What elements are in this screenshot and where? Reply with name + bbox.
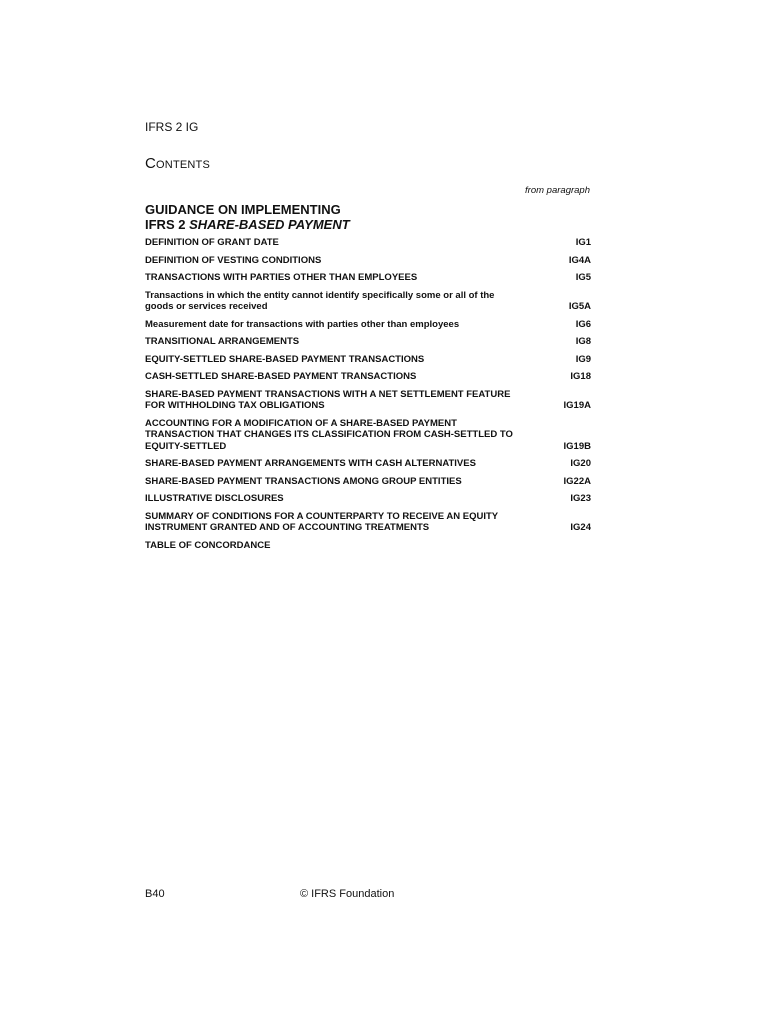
toc-entry-title: SHARE-BASED PAYMENT TRANSACTIONS WITH A NET SETTLEMENT FEATURE FOR WITHHOLDING TAX OBLIGATIONS <box>145 388 511 411</box>
toc-entry-title: DEFINITION OF VESTING CONDITIONS <box>145 254 322 266</box>
toc-entry[interactable] <box>145 319 591 331</box>
toc-entry[interactable] <box>145 418 591 453</box>
toc-entry-ref: IG18 <box>570 371 591 382</box>
contents-title-rest: ONTENTS <box>156 159 211 171</box>
toc-entry-title: SUMMARY OF CONDITIONS FOR A COUNTERPARTY TO RECEIVE AN EQUITY INSTRUMENT GRANTED AND OF ACCOUNTING TREATMENTS <box>145 510 498 533</box>
toc-entry[interactable] <box>145 272 591 284</box>
copyright-notice: © IFRS Foundation <box>300 888 395 900</box>
toc-entry-ref: IG22A <box>563 475 591 487</box>
running-head: IFRS 2 IG <box>145 120 199 134</box>
toc-entry-title: DEFINITION OF GRANT DATE <box>145 237 279 248</box>
section-heading-italic: SHARE-BASED PAYMENT <box>189 217 350 232</box>
section-heading-line2 <box>145 217 350 232</box>
toc-entry[interactable] <box>145 476 591 488</box>
toc-entry-ref: IG9 <box>575 353 591 365</box>
toc-entry-title: SHARE-BASED PAYMENT ARRANGEMENTS WITH CASH ALTERNATIVES <box>145 458 476 469</box>
toc-entry-ref: IG5 <box>575 272 591 283</box>
section-heading <box>145 202 350 232</box>
toc-entry[interactable] <box>145 290 591 313</box>
toc-entry[interactable] <box>145 493 591 505</box>
contents-title <box>145 155 210 172</box>
toc-entry-ref: IG19B <box>563 440 591 452</box>
toc-entry-title: EQUITY-SETTLED SHARE-BASED PAYMENT TRANSACTIONS <box>145 353 425 365</box>
toc-entry-ref: IG5A <box>568 301 591 312</box>
toc-entry-title: CASH-SETTLED SHARE-BASED PAYMENT TRANSACTIONS <box>145 371 417 382</box>
toc-entry-ref: IG19A <box>563 400 591 411</box>
toc-entry-ref: IG4A <box>568 254 591 266</box>
toc-entry-title: Transactions in which the entity cannot identify specifically some or all of the goods or services received <box>145 289 495 312</box>
toc-entry-title: ILLUSTRATIVE DISCLOSURES <box>145 493 284 504</box>
toc-entry-ref: IG24 <box>570 522 591 533</box>
toc-entry-title: Measurement date for transactions with parties other than employees <box>145 318 460 330</box>
toc-entry-ref: IG6 <box>575 318 591 330</box>
section-heading-line1: GUIDANCE ON IMPLEMENTING <box>145 202 341 217</box>
toc-entry-title: ACCOUNTING FOR A MODIFICATION OF A SHARE-BASED PAYMENT TRANSACTION THAT CHANGES ITS CLASSIFICATION FROM CASH-SETTLED TO EQUITY-SETTLED <box>145 417 513 452</box>
toc-entry[interactable] <box>145 354 591 366</box>
contents-title-initial: C <box>145 155 157 172</box>
toc-entry[interactable] <box>145 458 591 470</box>
section-heading-prefix: IFRS 2 <box>145 217 190 232</box>
page-number: B40 <box>145 888 165 900</box>
toc-entry-ref: IG1 <box>575 237 591 248</box>
toc-entry[interactable] <box>145 511 591 534</box>
toc-entry[interactable] <box>145 540 591 552</box>
table-of-contents <box>145 237 591 557</box>
toc-entry-title: TRANSACTIONS WITH PARTIES OTHER THAN EMPLOYEES <box>145 272 418 283</box>
toc-entry[interactable] <box>145 336 591 348</box>
from-paragraph-label: from paragraph <box>525 185 590 196</box>
toc-entry-ref: IG8 <box>575 336 591 347</box>
toc-entry[interactable] <box>145 389 591 412</box>
toc-entry[interactable] <box>145 255 591 267</box>
toc-entry[interactable] <box>145 237 591 249</box>
toc-entry-title: TRANSITIONAL ARRANGEMENTS <box>145 336 300 347</box>
toc-entry-title: SHARE-BASED PAYMENT TRANSACTIONS AMONG GROUP ENTITIES <box>145 475 462 487</box>
toc-entry[interactable] <box>145 371 591 383</box>
toc-entry-title: TABLE OF CONCORDANCE <box>145 539 271 551</box>
toc-entry-ref: IG20 <box>570 458 591 469</box>
toc-entry-ref: IG23 <box>570 493 591 504</box>
